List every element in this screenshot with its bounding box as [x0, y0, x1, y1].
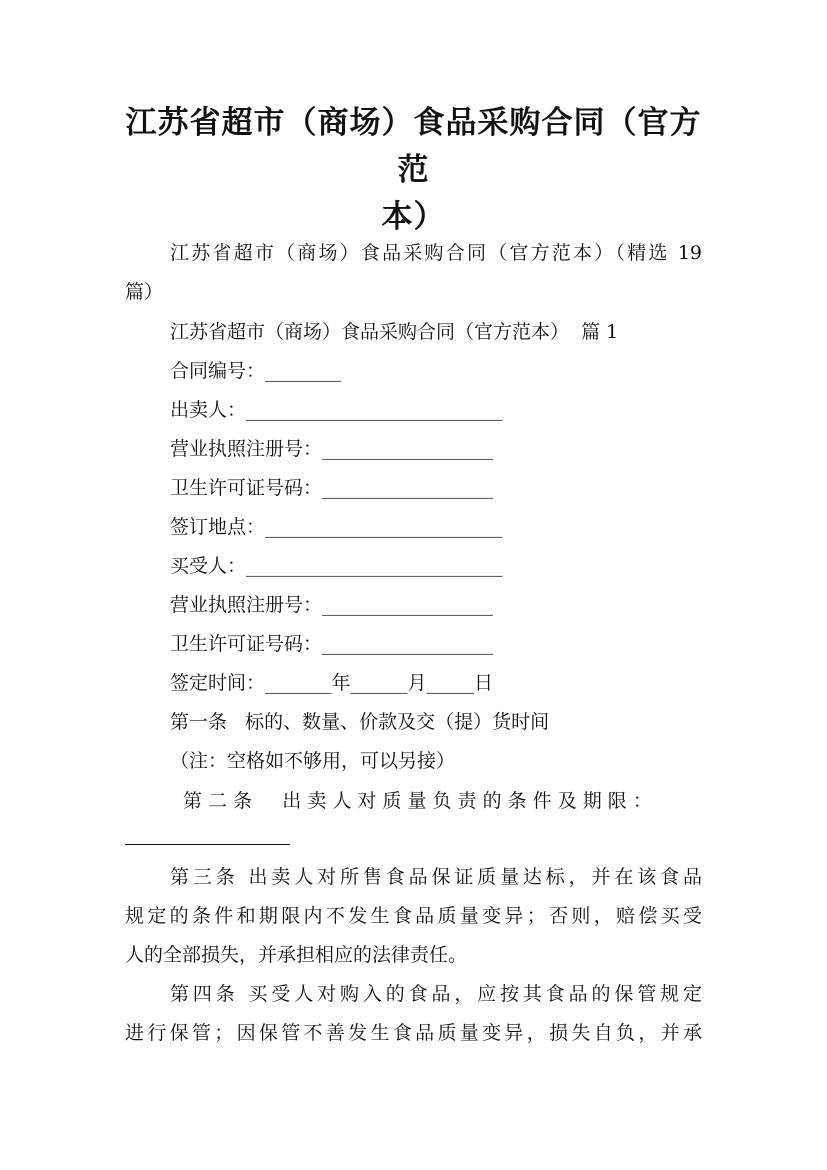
field-label: 合同编号： [170, 360, 266, 382]
field-label: 营业执照注册号： [170, 438, 323, 460]
field-buyer-hygiene [170, 631, 493, 657]
field-sign-time [170, 670, 493, 696]
document-title [125, 100, 702, 241]
day-label: 日 [474, 672, 494, 694]
field-sign-place [170, 514, 503, 540]
article-2: 第 二 条 出 卖 人 对 质 量 负 责 的 条 件 及 期 限 ： [183, 790, 652, 812]
field-blank: ___________________________ [246, 399, 503, 421]
year-label: 年 [331, 672, 351, 694]
contract-heading: 江苏省超市（商场）食品采购合同（官方范本） 篇 1 [170, 321, 619, 343]
field-buyer [170, 553, 503, 579]
field-label: 买受人： [170, 555, 247, 577]
article-3-line-1: 第三条 出卖人对所售食品保证质量达标，并在该食品 [170, 866, 702, 888]
day-blank: _____ [426, 672, 475, 694]
field-buyer-license [170, 592, 493, 618]
month-blank: ______ [350, 672, 408, 694]
field-label: 卫生许可证号码： [170, 633, 323, 655]
field-blank: __________________ [322, 477, 494, 499]
year-blank: _______ [265, 672, 332, 694]
field-seller [170, 397, 503, 423]
note-text: （注：空格如不够用，可以另接） [170, 750, 456, 772]
month-label: 月 [407, 672, 427, 694]
article-2-blank [125, 844, 290, 845]
article-4-line-1: 第四条 买受人对购入的食品，应按其食品的保管规定 [170, 983, 702, 1005]
field-seller-license [170, 436, 493, 462]
field-blank: __________________ [322, 594, 494, 616]
field-blank: __________________ [322, 438, 494, 460]
title-line-1: 江苏省超市（商场）食品采购合同（官方范 [125, 105, 702, 188]
field-blank: __________________ [322, 633, 494, 655]
field-blank: ________ [265, 360, 342, 382]
intro-line-1: 江苏省超市（商场）食品采购合同（官方范本）（精选 19 [170, 242, 702, 264]
field-blank: _________________________ [265, 516, 503, 538]
article-3-line-2: 规定的条件和期限内不发生食品质量变异；否则，赔偿买受 [125, 905, 702, 927]
field-label: 卫生许可证号码： [170, 477, 323, 499]
article-3-line-3: 人的全部损失，并承担相应的法律责任。 [125, 944, 468, 966]
field-label: 签订地点： [170, 516, 266, 538]
field-label: 出卖人： [170, 399, 247, 421]
intro-line-2: 篇） [125, 281, 164, 303]
field-contract-number [170, 358, 341, 384]
field-seller-hygiene [170, 475, 493, 501]
article-1: 第一条 标的、数量、价款及交（提）货时间 [170, 711, 550, 733]
field-label: 营业执照注册号： [170, 594, 323, 616]
title-line-2: 本） [381, 199, 446, 235]
field-label: 签定时间： [170, 672, 266, 694]
article-4-line-2: 进行保管；因保管不善发生食品质量变异，损失自负，并承 [125, 1022, 702, 1044]
field-blank: ___________________________ [246, 555, 503, 577]
